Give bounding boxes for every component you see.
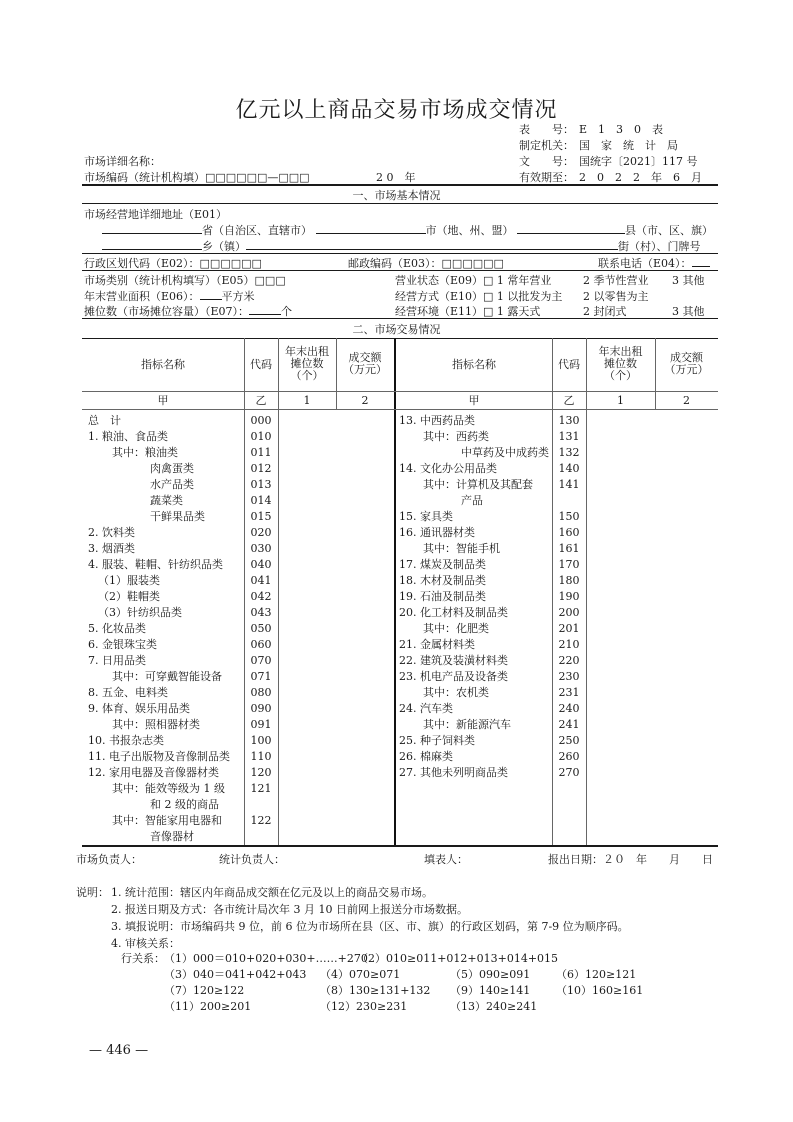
- rule: [82, 253, 718, 254]
- header-line: （万元）: [343, 363, 387, 376]
- subheader-yi: 乙: [563, 394, 575, 407]
- header-line: 成交额: [670, 351, 703, 364]
- row-code: 130: [558, 414, 580, 427]
- issuer-value: 国 家 统 计 局: [579, 139, 678, 152]
- col-header-code: 代码: [558, 358, 580, 371]
- row-name: 17. 煤炭及制品类: [399, 558, 486, 571]
- county-field[interactable]: [517, 222, 625, 234]
- area-field[interactable]: [200, 288, 222, 300]
- row-code: 231: [558, 686, 580, 699]
- row-code: 131: [558, 430, 580, 443]
- col-header-name: 指标名称: [452, 358, 496, 371]
- row-code: 012: [250, 462, 272, 475]
- row-code: 030: [250, 542, 272, 555]
- header-line: （个）: [290, 369, 324, 382]
- relation: （13）240≥241: [450, 1000, 538, 1013]
- row-code: 043: [250, 606, 272, 619]
- header-line: （万元）: [664, 363, 709, 376]
- row-code: 011: [250, 446, 272, 459]
- row-name: （2）鞋帽类: [98, 590, 160, 603]
- table-number-label: 表 号：: [519, 123, 574, 136]
- note-item: 4. 审核关系：: [111, 937, 180, 950]
- column-divider: [586, 338, 587, 846]
- row-name: 10. 书报杂志类: [88, 734, 164, 747]
- postal-code: [348, 255, 504, 271]
- table-bottom-rule: [82, 845, 718, 847]
- city-label: 市（地、州、盟）: [425, 224, 514, 237]
- row-name: 16. 通讯器材类: [399, 526, 475, 539]
- col-header-rented-stalls: [278, 346, 336, 382]
- relation: （5）090≥091: [450, 968, 531, 981]
- market-code-boxes[interactable]: □□□□□□—□□□: [205, 171, 310, 184]
- year-label: 2 0 年: [376, 171, 416, 184]
- relation: （8）130≥131+132: [320, 984, 431, 997]
- table-center-divider: [394, 338, 396, 846]
- row-code: 091: [250, 718, 272, 731]
- row-code: 070: [250, 654, 272, 667]
- row-name: 2. 饮料类: [88, 526, 135, 539]
- section1-title: 一、市场基本情况: [352, 189, 441, 202]
- province-field[interactable]: [102, 222, 202, 234]
- row-name: 21. 金属材料类: [399, 638, 475, 651]
- street-field[interactable]: [246, 238, 618, 250]
- row-code: 200: [558, 606, 580, 619]
- row-name: 其中：粮油类: [112, 446, 178, 459]
- note-item: 1. 统计范围：辖区内年商品成交额在亿元及以上的商品交易市场。: [111, 886, 433, 899]
- row-code: 080: [250, 686, 272, 699]
- row-name: 其中：化肥类: [423, 622, 489, 635]
- town-field[interactable]: [102, 238, 202, 250]
- row-name: 1. 粮油、食品类: [88, 430, 168, 443]
- row-name: 12. 家用电器及音像器材类: [88, 766, 219, 779]
- stalls: [84, 303, 292, 319]
- row-code: 270: [558, 766, 580, 779]
- row-code: 150: [558, 510, 580, 523]
- admin-code-label: 行政区划代码（E02）：: [84, 257, 200, 270]
- admin-code: [84, 255, 262, 271]
- mode-option-2: 2 以零售为主: [583, 290, 649, 303]
- category-boxes[interactable]: □□□: [254, 274, 286, 287]
- row-name-continued: 产品: [461, 494, 483, 507]
- row-code: 240: [558, 702, 580, 715]
- row-name: 27. 其他未列明商品类: [399, 766, 508, 779]
- address-line-1: [102, 222, 713, 238]
- row-code: 210: [558, 638, 580, 651]
- row-code: 090: [250, 702, 272, 715]
- row-name: 其中：可穿戴智能设备: [112, 670, 222, 683]
- col-header-code: 代码: [250, 358, 272, 371]
- valid-until-label: 有效期至：: [519, 171, 574, 184]
- row-name: 15. 家具类: [399, 510, 453, 523]
- row-name: 肉禽蛋类: [150, 462, 194, 475]
- row-code: 020: [250, 526, 272, 539]
- row-name: （3）针纺织品类: [98, 606, 182, 619]
- row-code: 190: [558, 590, 580, 603]
- subheader-1: 1: [303, 394, 311, 407]
- rule: [82, 318, 718, 319]
- relation: （6）120≥121: [556, 968, 637, 981]
- row-name: 其中：西药类: [423, 430, 489, 443]
- row-name: 其中：照相器材类: [112, 718, 200, 731]
- doc-number-value: 国统字〔2021〕117 号: [579, 155, 698, 168]
- row-name: 7. 日用品类: [88, 654, 146, 667]
- row-code: 040: [250, 558, 272, 571]
- area-label: 年末营业面积（E06）：: [84, 290, 200, 303]
- row-code: 050: [250, 622, 272, 635]
- row-name: 4. 服装、鞋帽、针纺织品类: [88, 558, 223, 571]
- subheader-rule: [82, 409, 718, 410]
- report-date: 报出日期：２０ 年 月 日: [548, 853, 713, 866]
- row-code: 180: [558, 574, 580, 587]
- postal-code-label: 邮政编码（E03）：: [348, 257, 442, 270]
- table-top-rule: [82, 338, 718, 339]
- row-name: 14. 文化办公用品类: [399, 462, 497, 475]
- header-line: 年末出租: [598, 345, 643, 358]
- relation: （1）000＝010+020+030+……+270: [164, 952, 368, 965]
- row-name-continued: 和 2 级的商品: [150, 798, 219, 811]
- row-name: 24. 汽车类: [399, 702, 453, 715]
- row-code: 013: [250, 478, 272, 491]
- province-label: 省（自治区、直辖市）: [202, 224, 312, 237]
- phone: [598, 255, 710, 271]
- mode-label[interactable]: 经营方式（E10）□ 1 以批发为主: [395, 290, 563, 303]
- row-name: 其中：智能家用电器和: [112, 814, 222, 827]
- subheader-2: 2: [361, 394, 369, 407]
- market-code-label: 市场编码（统计机构填）: [84, 171, 205, 184]
- doc-number: [519, 153, 698, 169]
- row-code: 241: [558, 718, 580, 731]
- table-number-value: E 1 3 0 表: [579, 123, 664, 136]
- street-label: 街（村）、门牌号: [618, 240, 701, 253]
- row-name: 水产品类: [150, 478, 194, 491]
- relation: （10）160≥161: [556, 984, 644, 997]
- row-name-continued: 音像器材: [150, 830, 194, 843]
- city-field[interactable]: [316, 222, 426, 234]
- market-name-label: 市场详细名称：: [84, 155, 161, 168]
- relation: （11）200≥201: [164, 1000, 252, 1013]
- status-label[interactable]: 营业状态（E09）□ 1 常年营业: [395, 274, 552, 287]
- town-label: 乡（镇）: [202, 240, 246, 253]
- relation: （4）070≥071: [320, 968, 401, 981]
- row-name: 19. 石油及制品类: [399, 590, 486, 603]
- relation: （7）120≥122: [164, 984, 245, 997]
- row-code: 100: [250, 734, 272, 747]
- header-line: 摊位数: [604, 357, 637, 370]
- stalls-label: 摊位数（市场摊位容量）（E07）：: [84, 305, 250, 318]
- col-header-rented-stalls: [586, 346, 655, 382]
- header-line: 年末出租: [285, 345, 329, 358]
- col-header-name: 指标名称: [141, 358, 185, 371]
- row-code: 170: [558, 558, 580, 571]
- row-code: 230: [558, 670, 580, 683]
- col-header-amount: [336, 352, 394, 376]
- row-code: 110: [250, 750, 272, 763]
- relation: （2）010≥011+012+013+014+015: [357, 952, 559, 965]
- table-number: [519, 121, 663, 137]
- row-name: 其中：农机类: [423, 686, 489, 699]
- row-name: 26. 棉麻类: [399, 750, 453, 763]
- row-name: 23. 机电产品及设备类: [399, 670, 508, 683]
- doc-number-label: 文 号：: [519, 155, 574, 168]
- row-name: 25. 种子饲料类: [399, 734, 475, 747]
- row-name: 18. 木材及制品类: [399, 574, 486, 587]
- postal-code-boxes[interactable]: □□□□□□: [441, 257, 504, 270]
- row-name: 9. 体育、娱乐用品类: [88, 702, 190, 715]
- section1-rule: [82, 203, 718, 204]
- status-option-3: 3 其他: [672, 274, 705, 287]
- row-name: 总 计: [88, 414, 121, 427]
- subheader-jia: 甲: [468, 394, 480, 407]
- note-item: 3. 填报说明：市场编码共 9 位，前 6 位为市场所在县（区、市、旗）的行政区划码，第 7-9 位为顺序码。: [111, 920, 629, 933]
- row-code: 120: [250, 766, 272, 779]
- env-option-3: 3 其他: [672, 305, 705, 318]
- row-code: 260: [558, 750, 580, 763]
- col-header-amount: [655, 352, 718, 376]
- market-head-label: 市场负责人：: [76, 853, 142, 866]
- column-divider: [278, 338, 279, 846]
- valid-until-value: 2 0 2 2 年 6 月: [579, 171, 702, 184]
- env-label[interactable]: 经营环境（E11）□ 1 露天式: [395, 305, 541, 318]
- row-code: 220: [558, 654, 580, 667]
- stalls-field[interactable]: [249, 303, 281, 315]
- county-label: 县（市、区、旗）: [625, 224, 713, 237]
- row-name: 中草药及中成药类: [461, 446, 549, 459]
- market-code: [84, 169, 310, 185]
- row-code: 042: [250, 590, 272, 603]
- row-name: （1）服装类: [98, 574, 160, 587]
- row-name: 8. 五金、电料类: [88, 686, 168, 699]
- rule: [82, 270, 718, 271]
- row-code: 122: [250, 814, 272, 827]
- subheader-1: 1: [617, 394, 624, 407]
- row-code: 010: [250, 430, 272, 443]
- row-code: 014: [250, 494, 272, 507]
- filler-label: 填表人：: [424, 853, 468, 866]
- status-option-2: 2 季节性营业: [583, 274, 649, 287]
- relation: （3）040＝041+042+043: [164, 968, 307, 981]
- row-name: 11. 电子出版物及音像制品类: [88, 750, 230, 763]
- header-rule: [82, 391, 718, 392]
- relation: （9）140≥141: [450, 984, 531, 997]
- row-code: 132: [558, 446, 580, 459]
- phone-label: 联系电话（E04）：: [598, 257, 692, 270]
- row-code: 000: [250, 414, 272, 427]
- row-code: 160: [558, 526, 580, 539]
- category: [84, 272, 286, 288]
- issuer-label: 制定机关：: [519, 139, 574, 152]
- phone-field[interactable]: [692, 255, 710, 267]
- subheader-jia: 甲: [157, 394, 169, 407]
- relation: （12）230≥231: [320, 1000, 408, 1013]
- valid-until: [519, 169, 702, 185]
- row-code: 121: [250, 782, 272, 795]
- header-line: （个）: [604, 369, 637, 382]
- row-code: 140: [558, 462, 580, 475]
- row-name: 其中：智能手机: [423, 542, 500, 555]
- row-code: 250: [558, 734, 580, 747]
- row-code: 141: [558, 478, 580, 491]
- row-code: 015: [250, 510, 272, 523]
- row-name: 其中：能效等级为 1 级: [112, 782, 225, 795]
- row-name: 3. 烟酒类: [88, 542, 135, 555]
- stat-head-label: 统计负责人：: [219, 853, 285, 866]
- row-code: 071: [250, 670, 272, 683]
- header-line: 摊位数: [290, 357, 324, 370]
- section2-title: 二、市场交易情况: [352, 323, 441, 336]
- row-name: 22. 建筑及装潢材料类: [399, 654, 508, 667]
- page-title: 亿元以上商品交易市场成交情况: [235, 98, 558, 123]
- row-name: 其中：新能源汽车: [423, 718, 511, 731]
- area-unit: 平方米: [221, 290, 255, 303]
- stalls-unit: 个: [281, 305, 293, 318]
- header-rule: [82, 184, 718, 186]
- row-name: 其中：计算机及其配套: [423, 478, 533, 491]
- row-name: 6. 金银珠宝类: [88, 638, 157, 651]
- note-item: 2. 报送日期及方式：各市统计局次年 3 月 10 日前网上报送分市场数据。: [111, 903, 468, 916]
- row-name: 蔬菜类: [150, 494, 183, 507]
- area: [84, 288, 255, 304]
- row-name: 干鲜果品类: [150, 510, 205, 523]
- address-line-2: [102, 238, 701, 254]
- row-name: 13. 中西药品类: [399, 414, 475, 427]
- subheader-yi: 乙: [255, 394, 267, 407]
- relations-label: 行关系：: [121, 952, 165, 965]
- page-number: — 446 —: [89, 1043, 149, 1058]
- row-code: 161: [558, 542, 580, 555]
- row-code: 201: [558, 622, 580, 635]
- category-label: 市场类别（统计机构填写）（E05）: [84, 274, 255, 287]
- row-name: 5. 化妆品类: [88, 622, 146, 635]
- subheader-2: 2: [683, 394, 690, 407]
- row-code: 060: [250, 638, 272, 651]
- notes-prefix: 说明：: [76, 886, 109, 899]
- row-name: 20. 化工材料及制品类: [399, 606, 508, 619]
- address-label: 市场经营地详细地址（E01）: [84, 208, 228, 221]
- env-option-2: 2 封闭式: [583, 305, 627, 318]
- issuer: [519, 137, 678, 153]
- header-line: 成交额: [348, 351, 382, 364]
- admin-code-boxes[interactable]: □□□□□□: [199, 257, 262, 270]
- row-code: 041: [250, 574, 272, 587]
